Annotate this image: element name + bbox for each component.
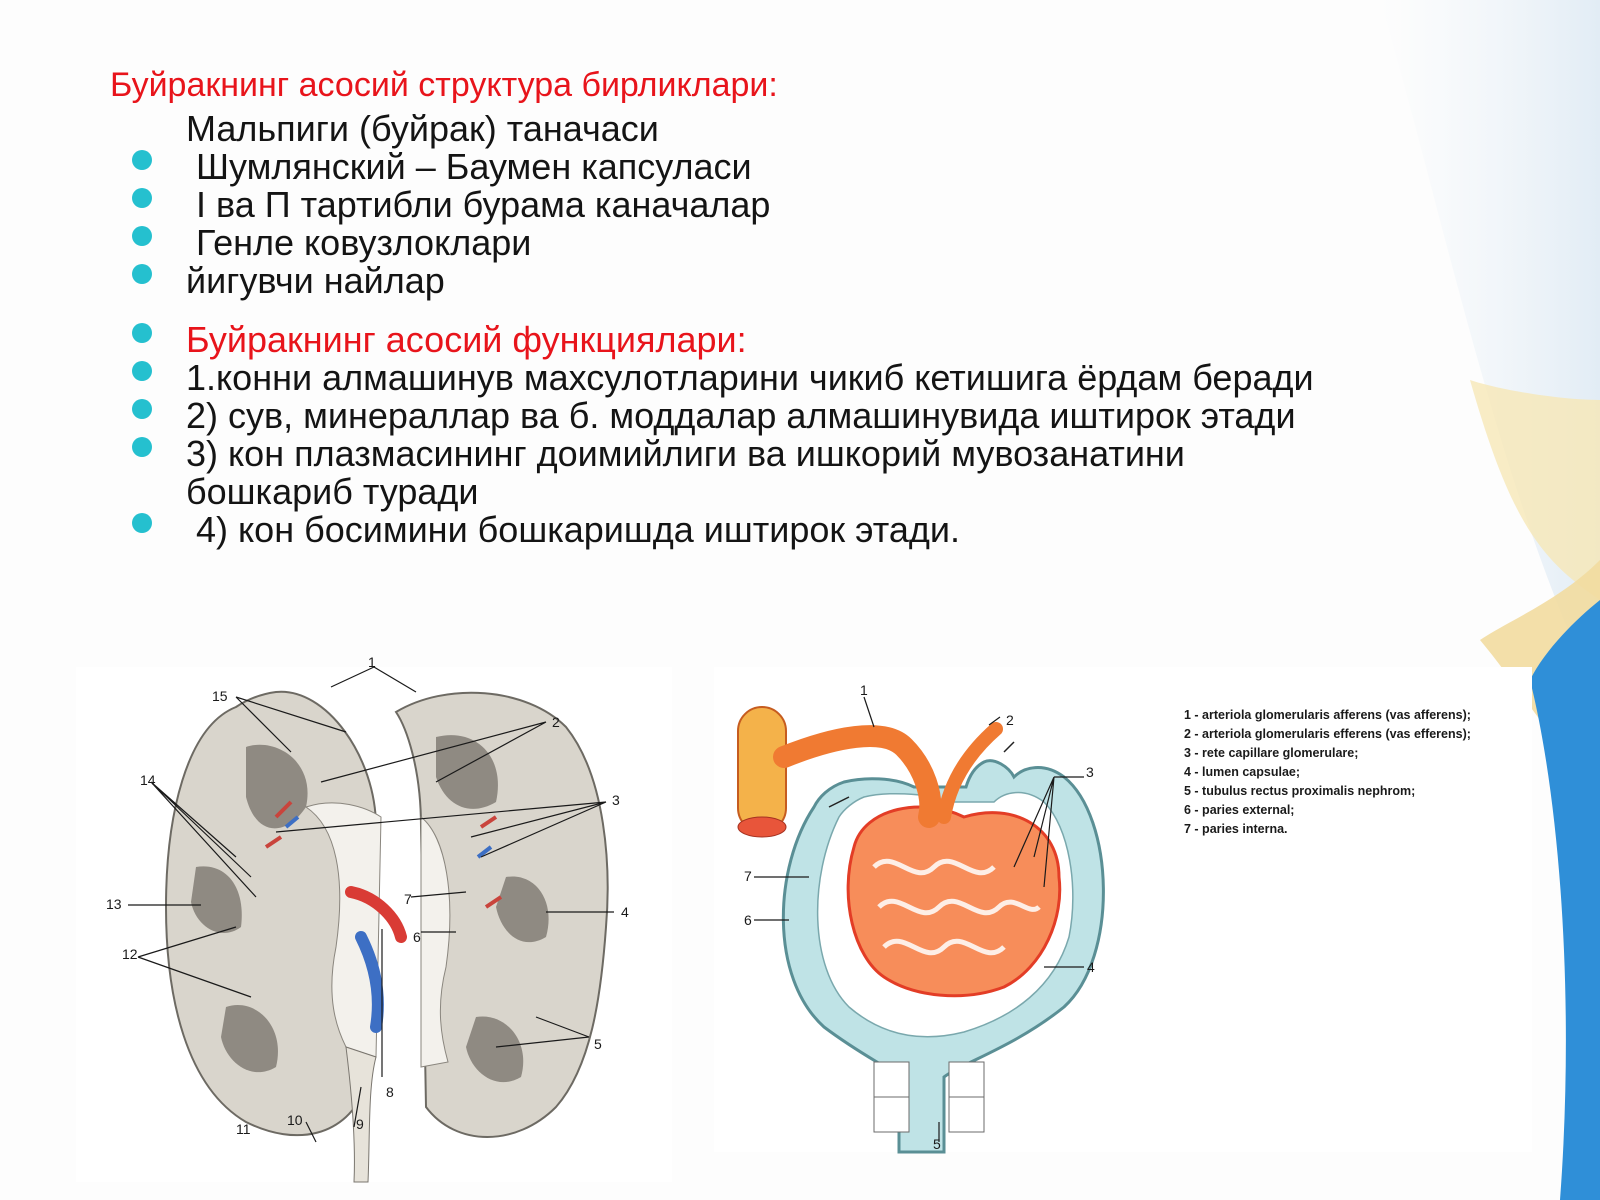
glomerulus-label: 7 [744,868,752,884]
kidney-label: 15 [212,688,228,704]
kidney-label: 11 [236,1121,251,1137]
glomerulus-label: 6 [744,912,752,928]
kidney-label: 12 [122,946,138,962]
structure-heading: Буйракнинг асосий структура бирликлари: [110,66,778,104]
function-item: 3) кон плазмасининг доимийлиги ва ишкорий мувозанатини [186,433,1185,474]
bullet-icon [132,361,152,381]
structure-item: йигувчи найлар [186,260,445,301]
kidney-illustration [76,654,672,1182]
kidney-label: 14 [140,772,156,788]
kidney-label: 5 [594,1036,602,1052]
functions-heading: Буйракнинг асосий функциялари: [186,319,747,360]
glomerulus-label: 1 [860,682,868,698]
structure-item: Генле ковузлоклари [186,222,532,263]
glomerulus-figure [714,667,1532,1152]
bullet-icon [132,513,152,533]
glomerulus-label: 2 [1006,712,1014,728]
function-item: 2) сув, минераллар ва б. моддалар алмашинувида иштирок этади [186,395,1296,436]
function-item: 1.конни алмашинув махсулотларини чикиб кетишига ёрдам беради [186,357,1314,398]
bullet-icon [132,264,152,284]
legend-item: 4 - lumen capsulae; [1184,765,1301,779]
structure-item: Шумлянский – Баумен капсуласи [186,146,752,187]
structure-item: Мальпиги (буйрак) таначаси [186,108,659,149]
bullet-icon [132,226,152,246]
legend-item: 3 - rete capillare glomerulare; [1184,746,1359,760]
bullet-icon [132,188,152,208]
glomerulus-label: 5 [933,1136,941,1152]
kidney-label: 10 [287,1112,303,1128]
glomerulus-label: 4 [1087,959,1095,975]
legend-item: 2 - arteriola glomerularis efferens (vas efferens); [1184,727,1471,741]
kidney-section-figure [76,654,672,1182]
glomerulus-label: 3 [1086,764,1094,780]
legend-item: 5 - tubulus rectus proximalis nephrom; [1184,784,1416,798]
kidney-label: 1 [368,654,376,670]
bullet-icon [132,150,152,170]
kidney-label: 13 [106,896,122,912]
kidney-label: 8 [386,1084,394,1100]
bullet-icon [132,437,152,457]
structure-item: I ва П тартибли бурама каначалар [186,184,771,225]
glomerulus-illustration [714,667,1532,1152]
kidney-label: 3 [612,792,620,808]
function-item-continuation: бошкариб туради [186,471,479,512]
kidney-label: 2 [552,714,560,730]
bullet-icon [132,399,152,419]
function-item: 4) кон босимини бошкаришда иштирок этади. [186,509,960,550]
legend-item: 1 - arteriola glomerularis afferens (vas afferens); [1184,708,1471,722]
kidney-label: 6 [413,929,421,945]
kidney-label: 7 [404,891,412,907]
kidney-label: 4 [621,904,629,920]
legend-item: 7 - paries interna. [1184,822,1288,836]
kidney-label: 9 [356,1116,364,1132]
legend-item: 6 - paries external; [1184,803,1295,817]
bullet-icon [132,323,152,343]
